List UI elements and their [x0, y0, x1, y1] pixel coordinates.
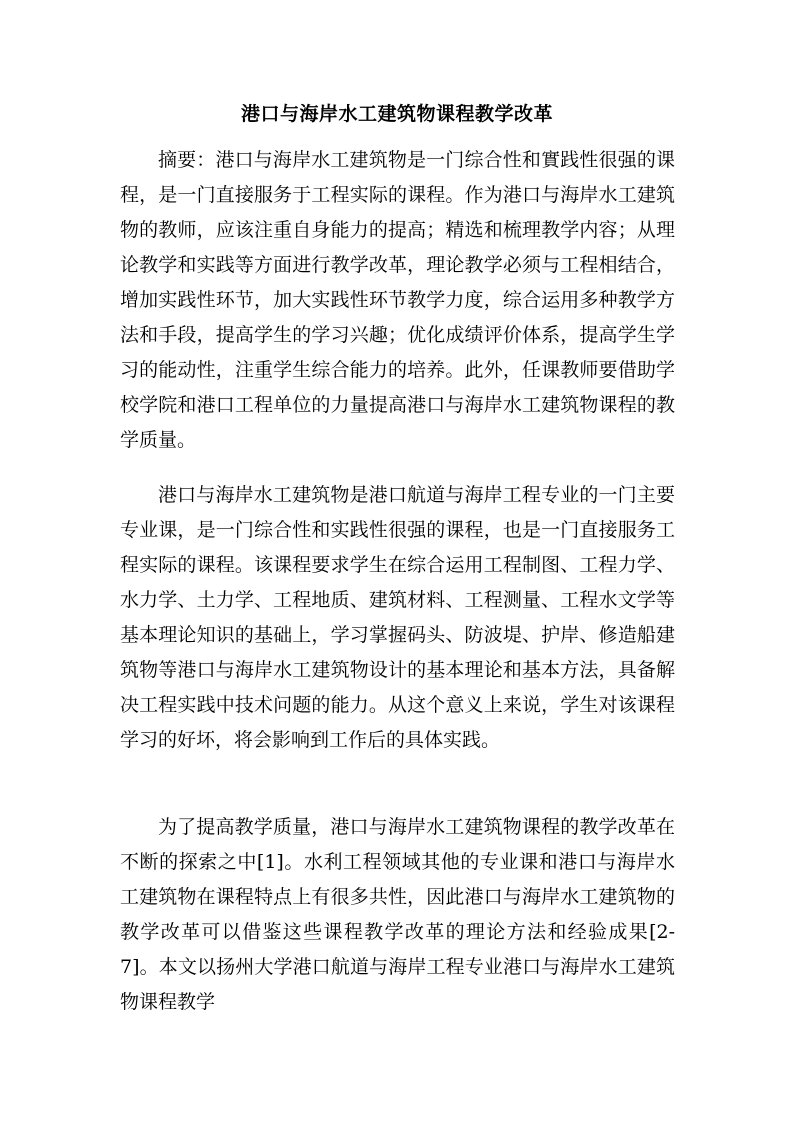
body-paragraph-3: 为了提高教学质量，港口与海岸水工建筑物课程的教学改革在不断的探索之中[1]。水利工程领域其他的专业课和港口与海岸水工建筑物在课程特点上有很多共性，因此港口与海岸水工建筑物的教学改革可以借鉴这些课程教学改革的理论方法和经验成果[2-7]。本文以扬州大学港口航道与海岸工程专业港口与海岸水工建筑物课程教学: [120, 816, 675, 1013]
abstract-text: 港口与海岸水工建筑物是一门综合性和實践性很强的课程，是一门直接服务于工程实际的课程。作为港口与海岸水工建筑物的教师，应该注重自身能力的提高；精选和梳理教学内容；从理论教学和实践等方面进行教学改革，理论教学必须与工程相结合，增加实践性环节，加大实践性环节教学力度，综合运用多种教学方法和手段，提高学生的学习兴趣；优化成绩评价体系，提高学生学习的能动性，注重学生综合能力的培养。此外，任课教师要借助学校学院和港口工程单位的力量提高港口与海岸水工建筑物课程的教学质量。: [120, 149, 675, 451]
abstract-label: 摘要：: [158, 149, 216, 171]
document-title: 港口与海岸水工建筑物课程教学改革: [240, 103, 553, 125]
abstract-paragraph: [120, 143, 675, 458]
body-paragraph-2: 港口与海岸水工建筑物是港口航道与海岸工程专业的一门主要专业课，是一门综合性和实践性很强的课程，也是一门直接服务工程实际的课程。该课程要求学生在综合运用工程制图、工程力学、水力学、土力学、工程地质、建筑材料、工程测量、工程水文学等基本理论知识的基础上，学习掌握码头、防波堤、护岸、修造船建筑物等港口与海岸水工建筑物设计的基本理论和基本方法，具备解决工程实践中技术问题的能力。从这个意义上来说，学生对该课程学习的好坏，将会影响到工作后的具体实践。: [120, 484, 675, 751]
